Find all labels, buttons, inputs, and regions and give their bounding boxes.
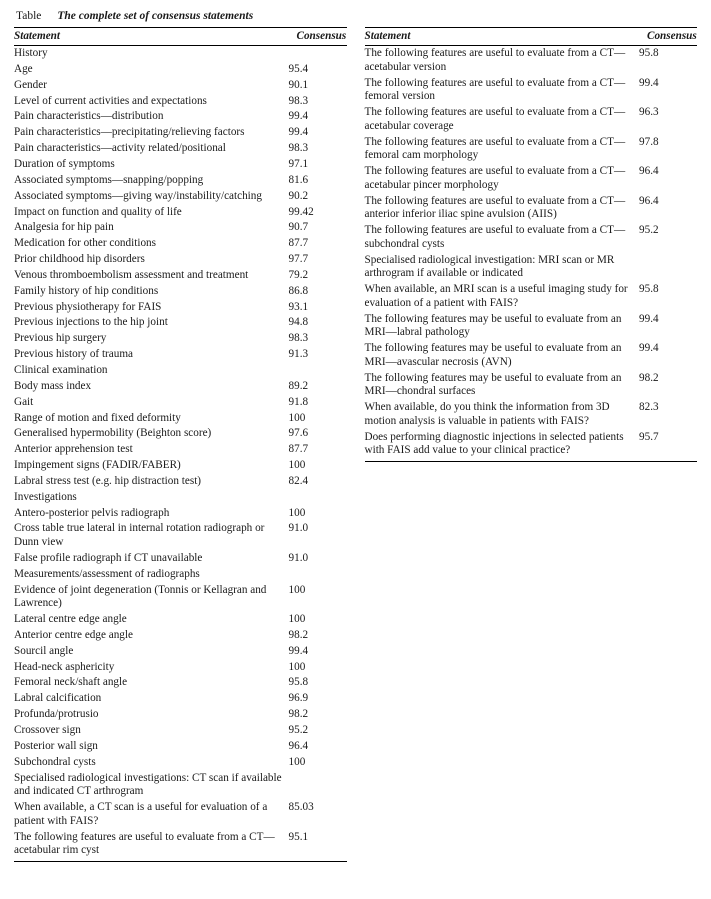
statement-text: Gender [14,78,47,91]
statement-text: Generalised hypermobility (Beighton score) [14,427,212,440]
table-row [14,252,347,268]
table-row [14,157,347,173]
statement-text: Previous physiotherapy for FAIS [14,300,162,313]
consensus-value: 95.8 [639,283,659,296]
consensus-value: 99.4 [639,76,659,89]
header-consensus: Consensus [639,28,697,46]
consensus-value: 79.2 [288,268,309,281]
table-row [14,426,347,442]
table-column-left [14,27,347,862]
table-row [14,490,347,506]
table-row [14,739,347,755]
statement-text: The following features are useful to evaluate from a CT—subchondral cysts [364,224,626,250]
header-consensus: Consensus [289,28,347,46]
consensus-value: 87.7 [288,443,309,456]
statement-text: Antero-posterior pelvis radiograph [14,506,170,519]
statement-text: Does performing diagnostic injections in selected patients with FAIS add value to your clinical practice? [364,430,624,457]
statement-text: Pain characteristics—distribution [14,110,164,123]
consensus-value: 89.2 [288,379,309,392]
statement-text: Associated symptoms—giving way/instability/catching [14,189,262,202]
consensus-value: 99.4 [288,110,309,123]
statement-text: When available, a CT scan is a useful for evaluation of a patient with FAIS? [14,801,268,827]
statement-text: Anterior apprehension test [14,443,133,456]
statement-group-label: Specialised radiological investigations: CT scan if available and indicated CT arthrogram [14,771,282,798]
statement-text: Impingement signs (FADIR/FABER) [14,459,181,472]
table-columns [14,27,697,862]
statement-text: Sourcil angle [14,644,74,657]
consensus-value: 99.42 [288,205,314,218]
table-row [14,583,347,613]
consensus-value: 96.4 [288,739,309,752]
table-row [365,194,698,224]
statement-text: Previous hip surgery [14,332,107,345]
table-row [14,315,347,331]
table-row [14,46,347,62]
table-header-row [365,28,698,46]
consensus-value: 100 [288,755,306,768]
statement-text: Analgesia for hip pain [14,221,114,234]
consensus-value: 90.1 [288,78,309,91]
consensus-value: 90.7 [288,221,309,234]
table-row [14,829,347,859]
table-header-row [14,28,347,46]
table-row [365,253,698,283]
statement-text: Previous history of trauma [14,348,134,361]
table-row [14,567,347,583]
consensus-value: 97.6 [288,427,309,440]
statement-group-label: Investigations [14,490,77,503]
consensus-value: 100 [288,613,306,626]
consensus-table-right [365,27,698,459]
consensus-value: 99.4 [639,342,659,355]
table-row [14,660,347,676]
statement-text: Pain characteristics—precipitating/relieving factors [14,126,245,139]
statement-text: Associated symptoms—snapping/popping [14,173,204,186]
consensus-value: 95.8 [288,676,309,689]
statement-text: Lateral centre edge angle [14,613,127,626]
statement-group-label: Measurements/assessment of radiographs [14,567,200,580]
table-caption-text: The complete set of consensus statements [57,10,254,22]
consensus-value: 98.3 [288,94,309,107]
table-row [14,675,347,691]
statement-text: Impact on function and quality of life [14,205,182,218]
statement-text: Family history of hip conditions [14,284,159,297]
table-row [14,347,347,363]
table-row [14,442,347,458]
statement-text: The following features are useful to evaluate from a CT—femoral cam morphology [364,135,626,162]
table-row [365,46,698,76]
table-row [365,341,698,371]
statement-text: Previous injections to the hip joint [14,316,168,329]
table-row [14,612,347,628]
table-row [14,691,347,707]
consensus-value: 91.0 [288,522,309,535]
consensus-value: 97.8 [639,135,659,148]
consensus-value [289,490,347,506]
consensus-table-left [14,27,347,859]
table-row [365,430,698,460]
statement-text: Pain characteristics—activity related/positional [14,142,226,155]
consensus-value: 98.2 [288,628,309,641]
table-row [14,505,347,521]
table-row [14,707,347,723]
table-row [14,220,347,236]
table-bottom-rule-right [365,461,698,462]
consensus-value: 99.4 [288,644,309,657]
statement-text: The following features may be useful to evaluate from an MRI—avascular necrosis (AVN) [364,342,622,368]
statement-text: The following features are useful to evaluate from a CT—acetabular rim cyst [14,830,275,857]
table-row [14,363,347,379]
header-statement: Statement [365,28,640,46]
statement-text: When available, an MRI scan is a useful imaging study for evaluation of a patient with FAIS? [364,283,628,309]
consensus-value: 97.7 [288,253,309,266]
consensus-value: 95.2 [288,724,309,736]
table-row [14,331,347,347]
table-row [365,282,698,312]
statement-group-label: History [14,47,48,60]
table-row [14,474,347,490]
consensus-value: 99.4 [288,126,309,139]
consensus-value: 93.1 [288,300,309,313]
table-row [14,770,347,800]
consensus-value: 95.7 [639,430,659,443]
consensus-value: 98.3 [288,142,309,155]
consensus-value: 100 [288,506,306,519]
table-row [365,164,698,194]
consensus-value: 97.1 [288,158,309,170]
header-statement: Statement [14,28,289,46]
statement-text: The following features may be useful to evaluate from an MRI—chondral surfaces [364,371,622,398]
table-row [14,723,347,739]
statement-text: Age [14,62,33,75]
consensus-value: 96.4 [639,165,659,178]
table-row [14,521,347,551]
table-row [14,78,347,94]
consensus-value: 86.8 [288,284,309,297]
consensus-value: 96.3 [639,106,659,119]
consensus-value [289,46,347,62]
statement-text: When available, do you think the information from 3D motion analysis is valuable in patients with FAIS? [364,401,610,427]
statement-text: Prior childhood hip disorders [14,253,145,266]
statement-text: Venous thromboembolism assessment and treatment [14,268,249,281]
consensus-value: 96.4 [639,194,659,207]
table-column-right [365,27,698,462]
table-row [365,400,698,430]
table-row [14,125,347,141]
statement-text: Head-neck asphericity [14,660,115,673]
table-row [14,284,347,300]
statement-text: Femoral neck/shaft angle [14,676,128,689]
table-caption [16,10,371,22]
table-row [14,458,347,474]
table-row [14,410,347,426]
table-row [14,268,347,284]
consensus-value: 100 [288,411,306,424]
statement-text: The following features may be useful to evaluate from an MRI—labral pathology [364,312,622,339]
statement-text: The following features are useful to evaluate from a CT—acetabular coverage [364,106,626,132]
statement-group-label: Specialised radiological investigation: MRI scan or MR arthrogram if available or indicated [364,253,615,280]
table-row [14,141,347,157]
table-row [365,371,698,401]
consensus-value: 87.7 [288,237,309,250]
consensus-value: 85.03 [288,801,314,814]
table-row [14,300,347,316]
table-caption-label: Table [16,10,42,22]
statement-text: Medication for other conditions [14,237,156,250]
consensus-value: 96.9 [288,692,309,705]
consensus-value: 100 [288,583,306,596]
consensus-value: 91.8 [288,395,309,408]
statement-text: Labral stress test (e.g. hip distraction test) [14,474,202,487]
statement-text: Gait [14,395,34,408]
statement-text: Labral calcification [14,692,102,705]
table-row [14,109,347,125]
statement-text: Subchondral cysts [14,755,96,768]
table-row [14,173,347,189]
consensus-value: 98.2 [639,371,659,384]
table-row [365,223,698,253]
consensus-value: 91.0 [288,551,309,564]
consensus-value: 94.8 [288,316,309,329]
statement-text: The following features are useful to evaluate from a CT—acetabular version [364,47,626,73]
statement-text: Duration of symptoms [14,158,115,170]
statement-text: Level of current activities and expectations [14,94,207,107]
statement-text: Evidence of joint degeneration (Tonnis or Kellagran and Lawrence) [14,583,267,610]
table-row [14,189,347,205]
table-row [365,76,698,106]
table-row [365,312,698,342]
consensus-value: 95.4 [288,62,309,75]
statement-group-label: Clinical examination [14,363,108,376]
consensus-value: 90.2 [288,189,309,202]
consensus-value: 91.3 [288,348,309,361]
consensus-value: 81.6 [288,173,309,186]
table-row [14,644,347,660]
consensus-value: 95.1 [288,830,309,843]
table-row [365,135,698,165]
table-row [14,62,347,78]
table-row [14,628,347,644]
table-row [14,395,347,411]
table-row [14,204,347,220]
consensus-value: 98.3 [288,332,309,345]
table-row [14,379,347,395]
consensus-value: 100 [288,459,306,472]
consensus-value [639,253,697,283]
table-bottom-rule-left [14,861,347,862]
consensus-value: 95.8 [639,47,659,60]
table-row [14,800,347,830]
table-row [14,551,347,567]
statement-text: Cross table true lateral in internal rotation radiograph or Dunn view [14,522,265,549]
consensus-value [289,770,347,800]
statement-text: Crossover sign [14,724,81,736]
table-row [365,105,698,135]
consensus-value: 100 [288,660,306,673]
table-row [14,755,347,771]
consensus-value: 82.4 [288,474,309,487]
statement-text: Body mass index [14,379,92,392]
statement-text: False profile radiograph if CT unavailable [14,551,203,564]
consensus-value: 98.2 [288,708,309,721]
statement-text: Anterior centre edge angle [14,628,133,641]
consensus-value: 95.2 [639,224,659,237]
statement-text: The following features are useful to evaluate from a CT—acetabular pincer morphology [364,165,626,191]
consensus-value [289,567,347,583]
statement-text: Profunda/protrusio [14,708,99,721]
consensus-value: 82.3 [639,401,659,414]
table-row [14,236,347,252]
table-row [14,94,347,110]
statement-text: Posterior wall sign [14,739,98,752]
statement-text: The following features are useful to evaluate from a CT—anterior inferior iliac spine avulsion (AIIS) [364,194,626,221]
consensus-value [289,363,347,379]
statement-text: The following features are useful to evaluate from a CT—femoral version [364,76,626,103]
consensus-value: 99.4 [639,312,659,325]
statement-text: Range of motion and fixed deformity [14,411,181,424]
